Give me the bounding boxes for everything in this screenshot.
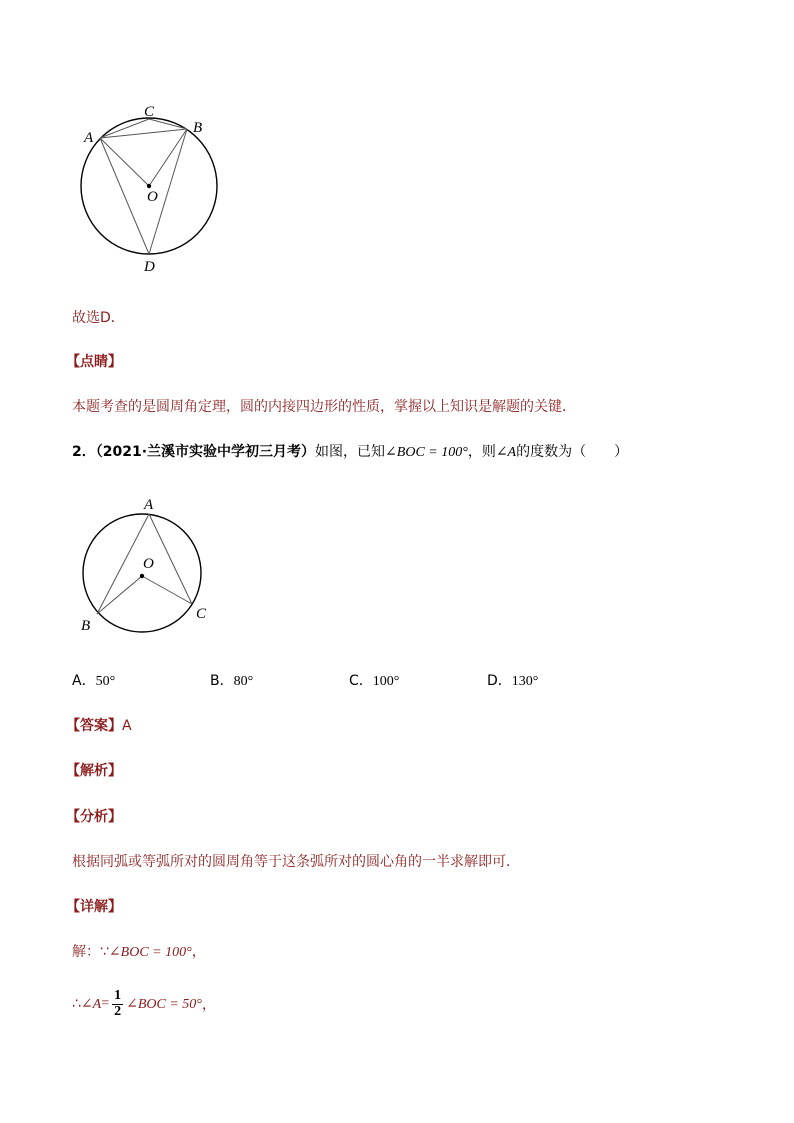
stem-target: ∠A (495, 445, 517, 460)
option-letter: B． (210, 673, 234, 689)
answer-value: A (122, 718, 132, 734)
solution-line-2 (72, 984, 216, 1024)
option-d (487, 670, 538, 690)
fenxi-text: 根据同弧或等弧所对的圆周角等于这条弧所对的圆心角的一半求解即可． (72, 854, 520, 870)
solution-suffix: ， (201, 997, 216, 1013)
stem-condition: ∠BOC = 100° (385, 445, 468, 460)
solution-eq: = (101, 996, 110, 1011)
stem-prefix: 如图，已知 (315, 444, 386, 460)
dianjing-heading: 【点睛】 (66, 354, 122, 370)
label-C: C (196, 606, 207, 622)
fraction-one-half (112, 989, 123, 1019)
label-C: C (144, 104, 155, 120)
label-B: B (81, 618, 91, 634)
answer-line (66, 715, 132, 735)
option-letter: D． (487, 673, 512, 689)
chord-AB (97, 514, 149, 614)
option-value: 100° (372, 674, 400, 689)
solution-expr: ∠BOC = 100° (108, 945, 192, 960)
segment-BO (149, 129, 187, 186)
stem-middle: ，则 (467, 444, 496, 460)
fraction-numerator: 1 (114, 987, 122, 1003)
option-a (72, 670, 115, 690)
figure-2-circle-diagram (72, 490, 222, 640)
chord-AD (100, 138, 149, 254)
answer-heading: 【答案】 (66, 718, 122, 734)
conclusion-1: 故选D． (72, 310, 125, 326)
label-D: D (144, 259, 155, 275)
dianjing-text: 本题考查的是圆周角定理，圆的内接四边形的性质，掌握以上知识是解题的关键． (72, 399, 576, 415)
solution-prefix: ∴ (72, 996, 81, 1012)
option-value: 50° (95, 674, 116, 689)
option-c (349, 670, 399, 690)
solution-prefix: 解：∵ (72, 944, 109, 960)
fenxi-heading: 【分析】 (66, 809, 122, 825)
center-point-O (147, 184, 151, 188)
fraction-denominator: 2 (114, 1003, 122, 1019)
solution-lhs: ∠A (80, 996, 102, 1012)
label-O: O (143, 556, 154, 572)
segment-OB (97, 576, 142, 614)
chord-AC (149, 514, 192, 604)
stem-suffix: 的度数为（ ） (516, 444, 629, 460)
label-O: O (147, 189, 158, 205)
option-letter: A． (72, 673, 96, 689)
solution-expr: ∠BOC = 50° (126, 996, 202, 1012)
question-2-stem (72, 441, 628, 461)
circle-2 (83, 514, 201, 632)
center-point-O (140, 574, 144, 578)
solution-suffix: ， (191, 944, 206, 960)
question-number: 2． (72, 444, 96, 460)
option-value: 80° (233, 674, 254, 689)
option-b (210, 670, 253, 690)
solution-line-1 (72, 941, 206, 961)
question-source: （2021·兰溪市实验中学初三月考） (95, 444, 316, 460)
xiangjie-heading: 【详解】 (66, 899, 122, 915)
chord-AB (100, 129, 187, 138)
segment-AO (100, 138, 149, 186)
label-B: B (193, 120, 203, 136)
segment-OC (142, 576, 192, 604)
analysis-heading: 【解析】 (66, 763, 122, 779)
figure-1-circle-diagram (70, 98, 230, 278)
label-A: A (144, 497, 154, 513)
option-letter: C． (349, 673, 373, 689)
option-value: 130° (511, 674, 539, 689)
label-A: A (84, 130, 94, 146)
